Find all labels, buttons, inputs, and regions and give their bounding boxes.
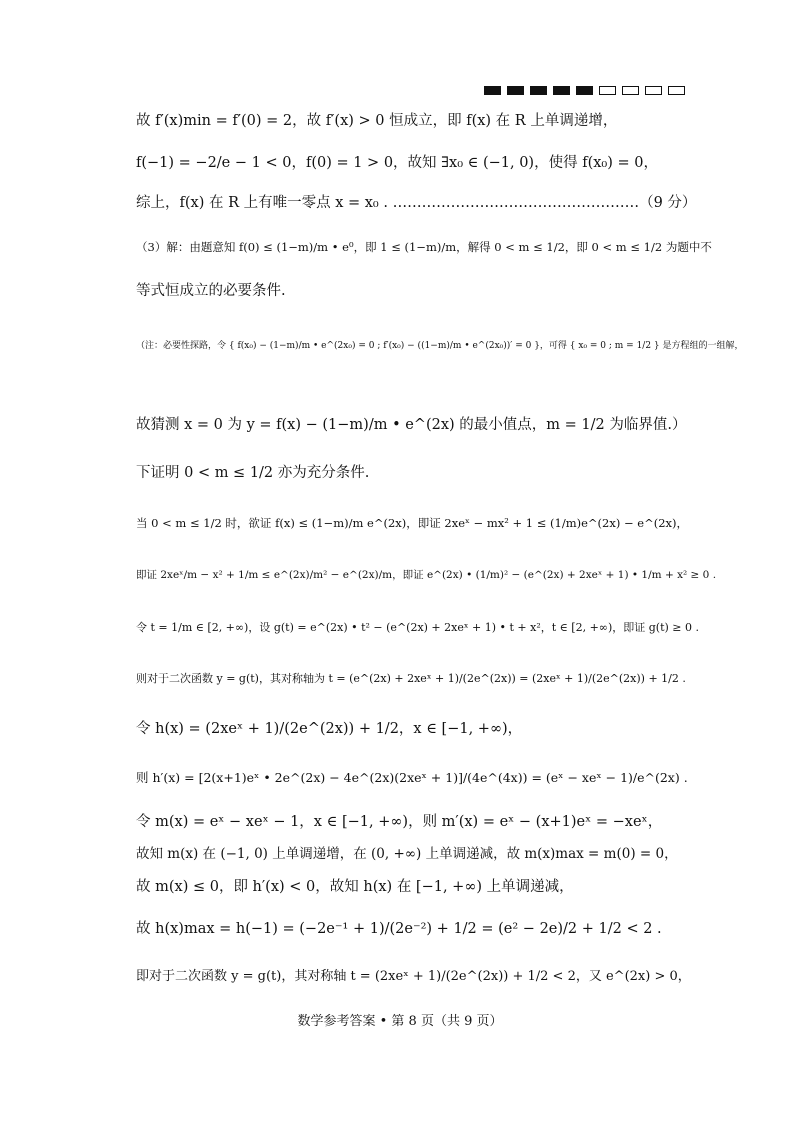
progress-mark [530,86,547,95]
answer-line: 故 f′(x)min = f′(0) = 2，故 f′(x) > 0 恒成立，即 f(x) 在 R 上单调递增， [136,113,618,129]
answer-line: 令 t = 1/m ∈ [2, +∞)，设 g(t) = e^(2x) • t² − (e^(2x) + 2xeˣ + 1) • t + x²，t ∈ [2, +∞)，即证 g(t) ≥ 0 . [136,621,700,634]
answer-line: 下证明 0 < m ≤ 1/2 亦为充分条件. [136,465,370,481]
page-footer: 数学参考答案 • 第 8 页（共 9 页） [297,1014,503,1029]
answer-line: 故知 m(x) 在 (−1, 0) 上单调递增，在 (0, +∞) 上单调递减，故 m(x)max = m(0) = 0， [136,846,678,862]
progress-mark [484,86,501,95]
answer-line: 当 0 < m ≤ 1/2 时，欲证 f(x) ≤ (1−m)/m e^(2x)，即证 2xeˣ − mx² + 1 ≤ (1/m)e^(2x) − e^(2x)， [136,516,688,530]
progress-mark [553,86,570,95]
answer-line: 综上，f(x) 在 R 上有唯一零点 x = x₀ . ……………………………………………（9 分） [136,195,697,211]
answer-line: 令 h(x) = (2xeˣ + 1)/(2e^(2x)) + 1/2，x ∈ [−1, +∞)， [136,721,523,737]
answer-line: 令 m(x) = eˣ − xeˣ − 1，x ∈ [−1, +∞)，则 m′(x) = eˣ − (x+1)eˣ = −xeˣ， [136,814,663,830]
progress-mark [645,86,662,95]
answer-line: 故 m(x) ≤ 0，即 h′(x) < 0，故知 h(x) 在 [−1, +∞) 上单调递减， [136,879,574,895]
progress-mark [599,86,616,95]
answer-line: f(−1) = −2/e − 1 < 0，f(0) = 1 > 0，故知 ∃x₀ ∈ (−1, 0)，使得 f(x₀) = 0， [136,155,658,171]
progress-marks [484,86,685,95]
answer-line: 即证 2xeˣ/m − x² + 1/m ≤ e^(2x)/m² − e^(2x)/m，即证 e^(2x) • (1/m)² − (e^(2x) + 2xeˣ + 1) • 1/m + x² ≥ 0 . [136,569,717,581]
answer-line: 故 h(x)max = h(−1) = (−2e⁻¹ + 1)/(2e⁻²) + 1/2 = (e² − 2e)/2 + 1/2 < 2 . [136,921,662,937]
answer-line: 则对于二次函数 y = g(t)，其对称轴为 t = (e^(2x) + 2xeˣ + 1)/(2e^(2x)) = (2xeˣ + 1)/(2e^(2x)) + 1/2 . [136,672,686,685]
answer-line: （3）解：由题意知 f(0) ≤ (1−m)/m • e⁰，即 1 ≤ (1−m)/m，解得 0 < m ≤ 1/2，即 0 < m ≤ 1/2 为题中不 [136,240,712,254]
progress-mark [668,86,685,95]
progress-mark [576,86,593,95]
answer-line: （注：必要性探路，令 { f(x₀) − (1−m)/m • e^(2x₀) = 0 ; f′(x₀) − ((1−m)/m • e^(2x₀))′ = 0 }，可得 { x₀ = 0 ; m = 1/2 } 是方程组的一组解， [136,341,744,351]
answer-line: 即对于二次函数 y = g(t)，其对称轴 t = (2xeˣ + 1)/(2e^(2x)) + 1/2 < 2，又 e^(2x) > 0， [136,969,691,984]
progress-mark [622,86,639,95]
answer-line: 等式恒成立的必要条件. [136,283,286,299]
answer-line: 则 h′(x) = [2(x+1)eˣ • 2e^(2x) − 4e^(2x)(2xeˣ + 1)]/(4e^(4x)) = (eˣ − xeˣ − 1)/e^(2x) . [136,770,688,785]
answer-line: 故猜测 x = 0 为 y = f(x) − (1−m)/m • e^(2x) 的最小值点，m = 1/2 为临界值.） [136,417,687,433]
progress-mark [507,86,524,95]
